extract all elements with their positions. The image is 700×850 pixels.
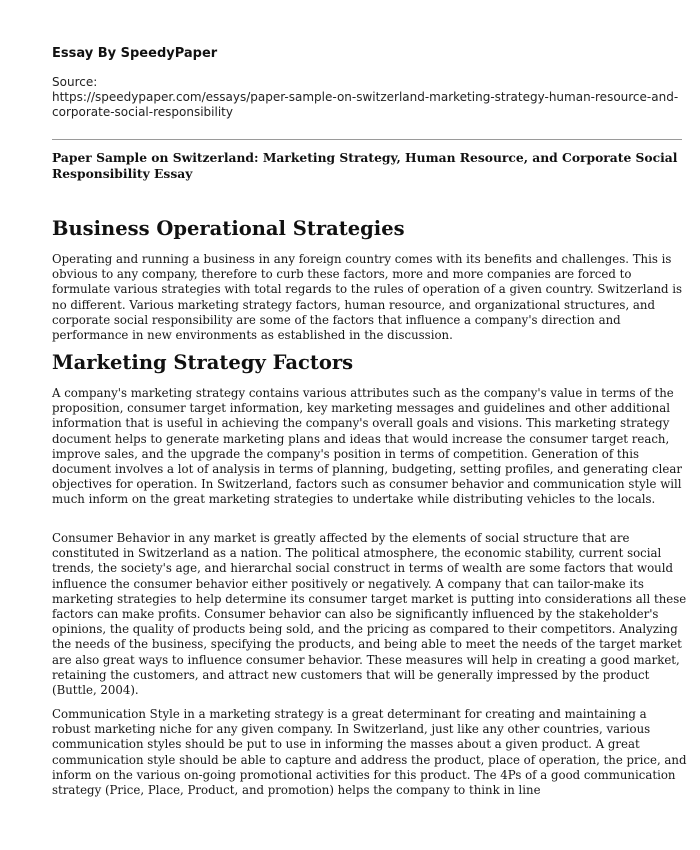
essay-title: Paper Sample on Switzerland: Marketing Strategy, Human Resource, and Corporate Social Responsibility Essay xyxy=(52,150,678,181)
paragraph: A company's marketing strategy contains various attributes such as the company's value in terms of the proposition, consumer target information, key marketing messages and guidelines and other additional information that is useful in achieving the company's overall goals and visions. This marketing strategy document helps to generate marketing plans and ideas that would increase the consumer target reach, improve sales, and the upgrade the company's position in terms of competition. Generation of this document involves a lot of analysis in terms of planning, budgeting, setting profiles, and generating clear objectives for operation. In Switzerland, factors such as consumer behavior and communication style will much inform on the great marketing strategies to undertake while distributing vehicles to the locals. xyxy=(52,386,682,507)
paragraph: Communication Style in a marketing strategy is a great determinant for creating and maintaining a robust marketing niche for any given company. In Switzerland, just like any other countries, various communication styles should be put to use in informing the masses about a given product. A great communication style should be able to capture and address the product, place of operation, the price, and inform on the various on-going promotional activities for this product. The 4Ps of a good communication strategy (Price, Place, Product, and promotion) helps the company to think in line xyxy=(52,707,687,798)
byline: Essay By SpeedyPaper xyxy=(52,46,218,61)
paragraph: Operating and running a business in any foreign country comes with its benefits and challenges. This is obvious to any company, therefore to curb these factors, more and more companies are forced to formulate various strategies with total regards to the rules of operation of a given country. Switzerland is no different. Various marketing strategy factors, human resource, and organizational structures, and corporate social responsibility are some of the factors that influence a company's direction and performance in new environments as established in the discussion. xyxy=(52,252,683,343)
source-block xyxy=(52,75,682,120)
divider xyxy=(52,139,682,140)
source-link[interactable]: https://speedypaper.com/essays/paper-sample-on-switzerland-marketing-strategy-human-resource-and-corporate-social-responsibility xyxy=(52,90,679,119)
paragraph: Consumer Behavior in any market is greatly affected by the elements of social structure that are constituted in Switzerland as a nation. The political atmosphere, the economic stability, current social trends, the society's age, and hierarchal social construct in terms of wealth are some factors that would influence the consumer behavior either positively or negatively. A company that can tailor-make its marketing strategies to help determine its consumer target market is putting into considerations all these factors can make profits. Consumer behavior can also be significantly influenced by the stakeholder's opinions, the quality of products being sold, and the pricing as compared to their competitors. Analyzing the needs of the business, specifying the products, and being able to meet the needs of the target market are also great ways to influence consumer behavior. These measures will help in creating a good market, retaining the customers, and attract new customers that will be generally impressed by the product (Buttle, 2004). xyxy=(52,531,687,698)
source-label: Source: xyxy=(52,75,98,89)
section-heading-marketing-strategy-factors: Marketing Strategy Factors xyxy=(52,351,354,374)
section-heading-business-operational-strategies: Business Operational Strategies xyxy=(52,217,405,240)
